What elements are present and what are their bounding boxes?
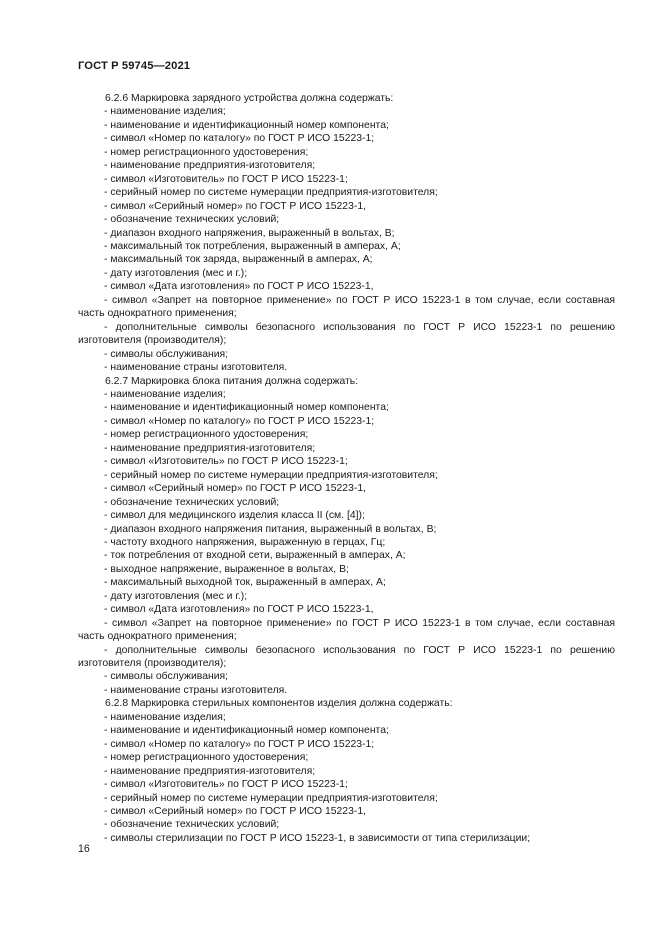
list-item: - символы обслуживания;	[104, 671, 229, 683]
list-item: - номер регистрационного удостоверения;	[104, 752, 309, 764]
list-item: - обозначение технических условий;	[104, 819, 280, 831]
list-item: - наименование страны изготовителя.	[104, 362, 288, 374]
list-item: - символ «Изготовитель» по ГОСТ Р ИСО 15223-1;	[104, 779, 348, 791]
list-item: - символы стерилизации по ГОСТ Р ИСО 15223-1, в зависимости от типа стерилизации;	[104, 832, 531, 844]
list-item: - дополнительные символы безопасного использования по ГОСТ Р ИСО 15223-1 по решению изготовителя (производителя);	[78, 644, 615, 670]
list-item: - серийный номер по системе нумерации предприятия-изготовителя;	[104, 469, 438, 481]
list-item: - наименование страны изготовителя.	[104, 684, 288, 696]
list-item: - символ «Запрет на повторное применение» по ГОСТ Р ИСО 15223-1 в том случае, если составная часть однократного применения;	[78, 294, 615, 320]
list-item: - наименование изделия;	[104, 388, 226, 400]
document-body	[78, 92, 615, 845]
section-6-2-7	[78, 375, 615, 698]
list-item: - дату изготовления (мес и г.);	[104, 267, 248, 279]
list-item: - ток потребления от входной сети, выраженный в амперах, А;	[104, 550, 406, 562]
list-item: - диапазон входного напряжения питания, выраженный в вольтах, В;	[104, 523, 437, 535]
section-heading: 6.2.7 Маркировка блока питания должна содержать:	[105, 375, 359, 387]
section-heading: 6.2.6 Маркировка зарядного устройства должна содержать:	[105, 93, 394, 104]
list-item: - наименование предприятия-изготовителя;	[104, 442, 316, 454]
list-item: - номер регистрационного удостоверения;	[104, 429, 309, 441]
section-6-2-8	[78, 697, 615, 845]
list-item: - символ «Номер по каталогу» по ГОСТ Р ИСО 15223-1;	[104, 738, 375, 750]
list-item: - наименование предприятия-изготовителя;	[104, 160, 316, 172]
list-item: - дату изготовления (мес и г.);	[104, 590, 248, 602]
list-item: - символ «Серийный номер» по ГОСТ Р ИСО 15223-1,	[104, 806, 366, 818]
list-item: - символ «Дата изготовления» по ГОСТ Р ИСО 15223-1,	[104, 281, 374, 293]
list-item: - наименование изделия;	[104, 106, 226, 118]
list-item: - символ «Номер по каталогу» по ГОСТ Р ИСО 15223-1;	[104, 133, 375, 145]
list-item: - символ «Изготовитель» по ГОСТ Р ИСО 15223-1;	[104, 456, 348, 468]
list-item: - наименование и идентификационный номер компонента;	[104, 402, 389, 414]
list-item: - символ «Запрет на повторное применение» по ГОСТ Р ИСО 15223-1 в том случае, если составная часть однократного применения;	[78, 617, 615, 643]
list-item: - номер регистрационного удостоверения;	[104, 146, 309, 158]
list-item: - символы обслуживания;	[104, 348, 229, 360]
list-item: - диапазон входного напряжения, выраженный в вольтах, В;	[104, 227, 395, 239]
list-item: - наименование изделия;	[104, 711, 226, 723]
list-item: - дополнительные символы безопасного использования по ГОСТ Р ИСО 15223-1 по решению изготовителя (производителя);	[78, 321, 615, 347]
list-item: - наименование и идентификационный номер компонента;	[104, 119, 389, 131]
list-item: - наименование и идентификационный номер компонента;	[104, 725, 389, 737]
section-6-2-6	[78, 92, 615, 375]
list-item: - символ для медицинского изделия класса II (см. [4]);	[104, 510, 365, 522]
list-item: - символ «Дата изготовления» по ГОСТ Р ИСО 15223-1,	[104, 604, 374, 616]
section-heading: 6.2.8 Маркировка стерильных компонентов изделия должна содержать:	[105, 698, 453, 710]
list-item: - максимальный ток потребления, выраженный в амперах, А;	[104, 240, 401, 252]
list-item: - серийный номер по системе нумерации предприятия-изготовителя;	[104, 187, 438, 199]
list-item: - серийный номер по системе нумерации предприятия-изготовителя;	[104, 792, 438, 804]
list-item: - частоту входного напряжения, выраженную в герцах, Гц;	[104, 536, 386, 548]
list-item: - символ «Изготовитель» по ГОСТ Р ИСО 15223-1;	[104, 173, 348, 185]
list-item: - обозначение технических условий;	[104, 496, 280, 508]
list-item: - выходное напряжение, выраженное в вольтах, В;	[104, 563, 349, 575]
list-item: - символ «Серийный номер» по ГОСТ Р ИСО 15223-1,	[104, 483, 366, 495]
list-item: - обозначение технических условий;	[104, 214, 280, 226]
list-item: - символ «Номер по каталогу» по ГОСТ Р ИСО 15223-1;	[104, 415, 375, 427]
list-item: - максимальный ток заряда, выраженный в амперах, А;	[104, 254, 373, 266]
standard-header: ГОСТ Р 59745—2021	[78, 60, 191, 72]
list-item: - наименование предприятия-изготовителя;	[104, 765, 316, 777]
page-number: 16	[78, 843, 90, 855]
list-item: - символ «Серийный номер» по ГОСТ Р ИСО 15223-1,	[104, 200, 366, 212]
list-item: - максимальный выходной ток, выраженный в амперах, А;	[104, 577, 386, 589]
